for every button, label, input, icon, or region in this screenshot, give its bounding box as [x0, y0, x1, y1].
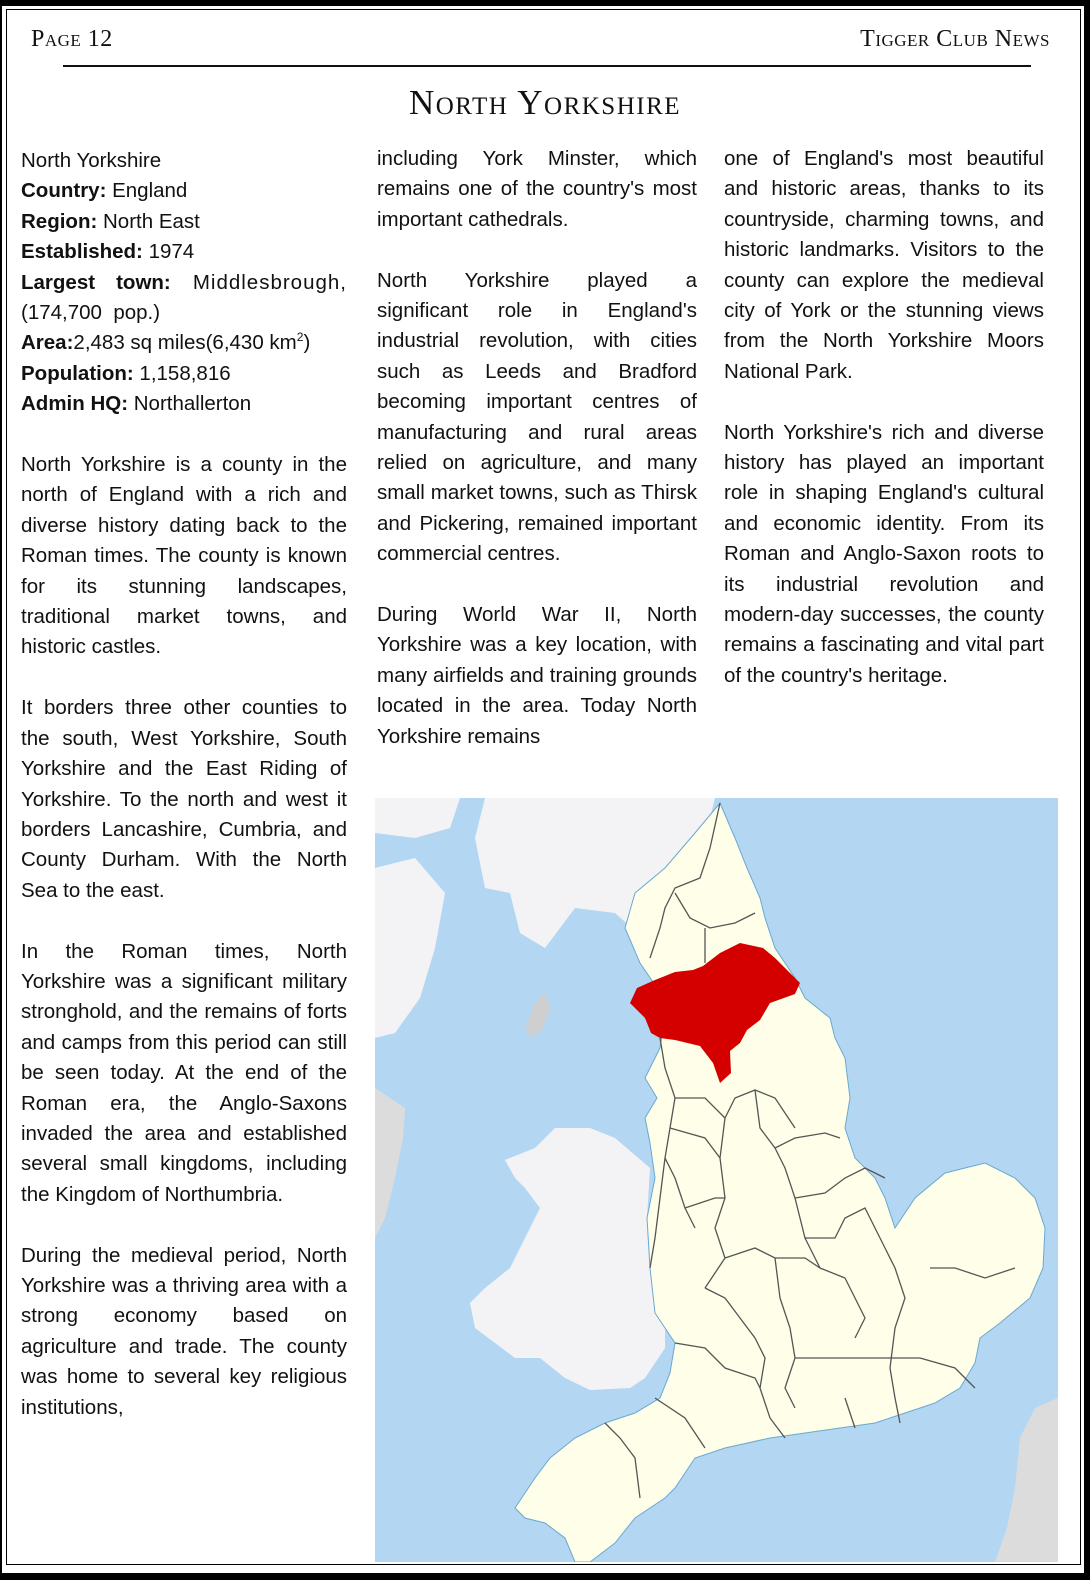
fact-value: Middlesbrough, — [170, 270, 347, 294]
column-1 — [21, 146, 347, 1453]
paragraph-medieval: During the medieval period, North Yorkshire was a thriving area with a strong economy based on agriculture and trade. The county was home to several key religious institutions, — [21, 1243, 347, 1419]
fact-heading: North Yorkshire — [21, 149, 162, 172]
isle-of-man — [525, 993, 550, 1038]
fact-value: 1,158,816 — [133, 361, 231, 385]
fact-label: Population: — [21, 361, 134, 385]
fact-label: Largest town: — [21, 270, 171, 294]
fact-value: England — [106, 179, 188, 203]
france-land — [995, 1398, 1058, 1562]
fact-value: 2,483 sq miles(6,430 km — [73, 331, 297, 355]
fact-value: (174,700 pop.) — [21, 301, 161, 325]
fact-admin-hq — [21, 389, 347, 419]
paragraph-borders: It borders three other counties to the south, West Yorkshire, South Yorkshire and the East Riding of Yorkshire. To the north and west it borders Lancashire, Cumbria, and County Durham. With the North Sea to the east. — [21, 696, 347, 902]
page-number: Page 12 — [31, 26, 113, 52]
fact-population — [21, 359, 347, 389]
column-3 — [724, 144, 1044, 722]
paragraph-industrial: North Yorkshire played a significant role in England's industrial revolution, with cities such as Leeds and Bradford becoming important centres of manufacturing and rural areas relied on agriculture, and many small market towns, such as Thirsk and Pickering, remained important commercial centres. — [377, 268, 697, 566]
fact-largest-town-pop — [21, 298, 347, 328]
fact-area — [21, 328, 347, 358]
fact-largest-town — [21, 268, 347, 298]
fact-established — [21, 237, 347, 267]
paragraph-conclusion: North Yorkshire's rich and diverse history has played an important role in shaping England's cultural and economic identity. From its Roman and Anglo-Saxon roots to its industrial revolution and modern-day successes, the county remains a fascinating and vital part of the country's heritage. — [724, 420, 1044, 687]
fact-value: North East — [97, 209, 200, 233]
paragraph-ww2-cont: one of England's most beautiful and historic areas, thanks to its countryside, charming towns, and historic landmarks. Visitors to the county can explore the medieval city of York or the stunning views from the North Yorkshire Moors National Park. — [724, 147, 1044, 383]
header-divider — [63, 65, 1031, 67]
fact-label: Region: — [21, 209, 98, 233]
map-svg — [375, 798, 1058, 1562]
paragraph-intro: North Yorkshire is a county in the north of England with a rich and diverse history dating back to the Roman times. The county is known for its stunning landscapes, traditional market towns, and historic castles. — [21, 453, 347, 659]
fact-value: Northallerton — [128, 392, 252, 416]
fact-label: Admin HQ: — [21, 392, 129, 416]
publication-name: Tigger Club News — [860, 26, 1050, 52]
fact-label: Established: — [21, 240, 143, 264]
page-title: North Yorkshire — [408, 83, 682, 122]
wales-land — [470, 1128, 665, 1390]
paragraph-roman: In the Roman times, North Yorkshire was a significant military stronghold, and the remains of forts and camps from this period can still be seen today. At the end of the Roman era, the Anglo-Saxons invaded the area and established several small kingdoms, including the Kingdom of Northumbria. — [21, 939, 347, 1206]
column-2 — [377, 144, 697, 782]
fact-value: 1974 — [142, 240, 195, 264]
fact-label: Country: — [21, 179, 107, 203]
paragraph-ww2: During World War II, North Yorkshire was a key location, with many airfields and training grounds located in the area. Today North Yorkshire remains — [377, 603, 697, 748]
fact-box — [21, 146, 347, 420]
paragraph-medieval-cont: including York Minster, which remains one of the country's most important cathedrals. — [377, 147, 697, 231]
superscript: 2 — [296, 330, 304, 345]
ireland-land — [375, 1088, 405, 1238]
fact-value-suffix: ) — [303, 331, 311, 355]
england-map — [375, 798, 1058, 1562]
fact-country — [21, 176, 347, 206]
fact-region — [21, 207, 347, 237]
fact-label: Area: — [21, 331, 74, 355]
